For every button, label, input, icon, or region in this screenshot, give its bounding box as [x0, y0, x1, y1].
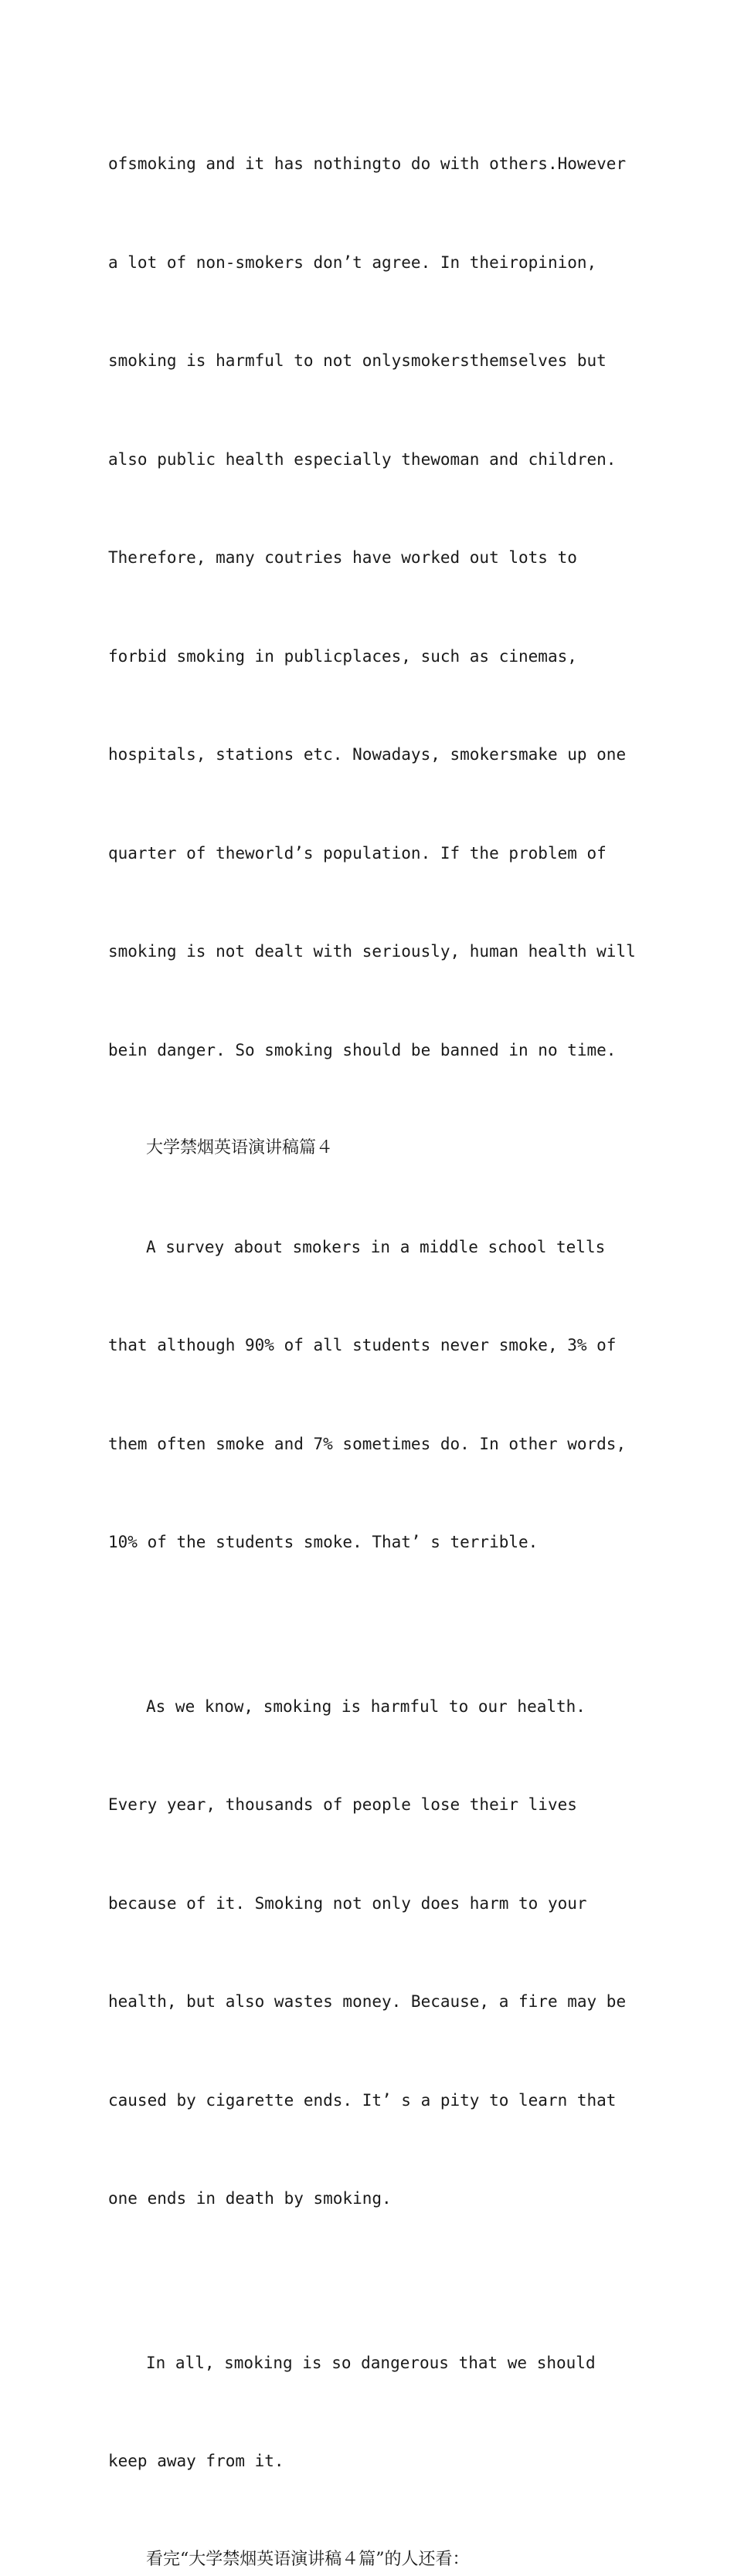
document-page	[0, 0, 734, 950]
text-line: Every year, thousands of people lose their lives	[108, 1788, 634, 1822]
text-line: because of it. Smoking not only does harm to your	[108, 1887, 634, 1920]
text-line: ofsmoking and it has nothingto do with others.However	[108, 147, 634, 181]
text-line: Therefore, many coutries have worked out lots to	[108, 541, 634, 575]
text-line: quarter of theworld’s population. If the problem of	[108, 837, 634, 870]
text-line: bein danger. So smoking should be banned in no time.	[108, 1034, 634, 1067]
text-line: In all, smoking is so dangerous that we should	[108, 2347, 634, 2380]
text-line: that although 90% of all students never smoke, 3% of	[108, 1329, 634, 1362]
text-line: one ends in death by smoking.	[108, 2182, 634, 2215]
text-line: smoking is not dealt with seriously, human health will	[108, 935, 634, 968]
paragraph-conclusion	[108, 2281, 634, 2544]
text-line: As we know, smoking is harmful to our health.	[108, 1690, 634, 1724]
text-line: a lot of non-smokers don’t agree. In theiropinion,	[108, 246, 634, 280]
text-line: keep away from it.	[108, 2445, 634, 2478]
footer-heading: 看完“大学禁烟英语演讲稿４篇”的人还看：	[108, 2544, 634, 2576]
text-line: them often smoke and 7% sometimes do. In other words,	[108, 1428, 634, 1461]
text-line: smoking is harmful to not onlysmokersthemselves but	[108, 344, 634, 378]
text-line: also public health especially thewoman and children.	[108, 443, 634, 476]
text-line: caused by cigarette ends. It’ s a pity to learn that	[108, 2084, 634, 2117]
text-line: hospitals, stations etc. Nowadays, smokersmake up one	[108, 738, 634, 771]
paragraph-harm	[108, 1625, 634, 2281]
text-line: health, but also wastes money. Because, a fire may be	[108, 1985, 634, 2018]
text-line: A survey about smokers in a middle school tells	[108, 1231, 634, 1264]
paragraph-continued	[108, 82, 634, 1132]
document-body	[108, 82, 634, 2576]
section-heading: 大学禁烟英语演讲稿篇４	[108, 1132, 634, 1165]
paragraph-survey	[108, 1165, 634, 1625]
text-line: 10% of the students smoke. That’ s terrible.	[108, 1526, 634, 1559]
text-line: forbid smoking in publicplaces, such as cinemas,	[108, 640, 634, 673]
